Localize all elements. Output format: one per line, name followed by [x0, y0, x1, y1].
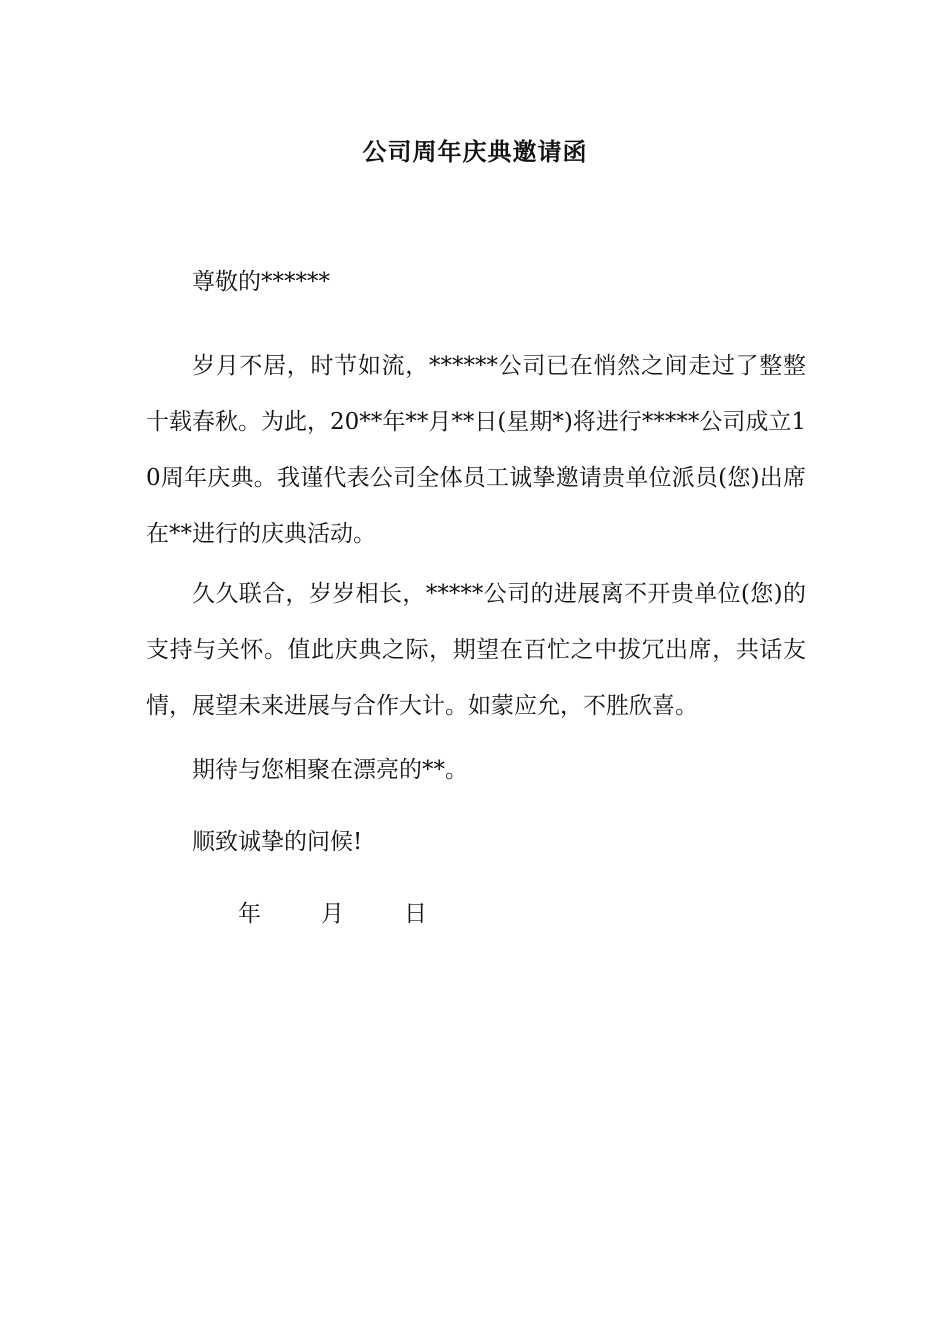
- paragraph-1: 岁月不居，时节如流，******公司已在悄然之间走过了整整十载春秋。为此，20**年**月**日(星期*)将进行*****公司成立10周年庆典。我谨代表公司全体员工诚挚邀请贵单位派员(您)出席在**进行的庆典活动。: [146, 353, 806, 547]
- paragraph-3: 期待与您相聚在漂亮的**。: [192, 757, 468, 783]
- date-day: 日: [404, 901, 427, 927]
- closing-greeting: 顺致诚挚的问候!: [192, 829, 363, 855]
- date-line: [146, 886, 806, 942]
- document-title: 公司周年庆典邀请函: [362, 137, 588, 166]
- paragraph-2: 久久联合，岁岁相长，*****公司的进展离不开贵单位(您)的支持与关怀。值此庆典之际，期望在百忙之中拔冗出席，共话友情，展望未来进展与合作大计。如蒙应允，不胜欣喜。: [146, 581, 806, 719]
- letter-body: [146, 254, 806, 942]
- salutation: 尊敬的******: [192, 269, 330, 295]
- date-year: 年: [238, 901, 261, 927]
- date-month: 月: [321, 901, 344, 927]
